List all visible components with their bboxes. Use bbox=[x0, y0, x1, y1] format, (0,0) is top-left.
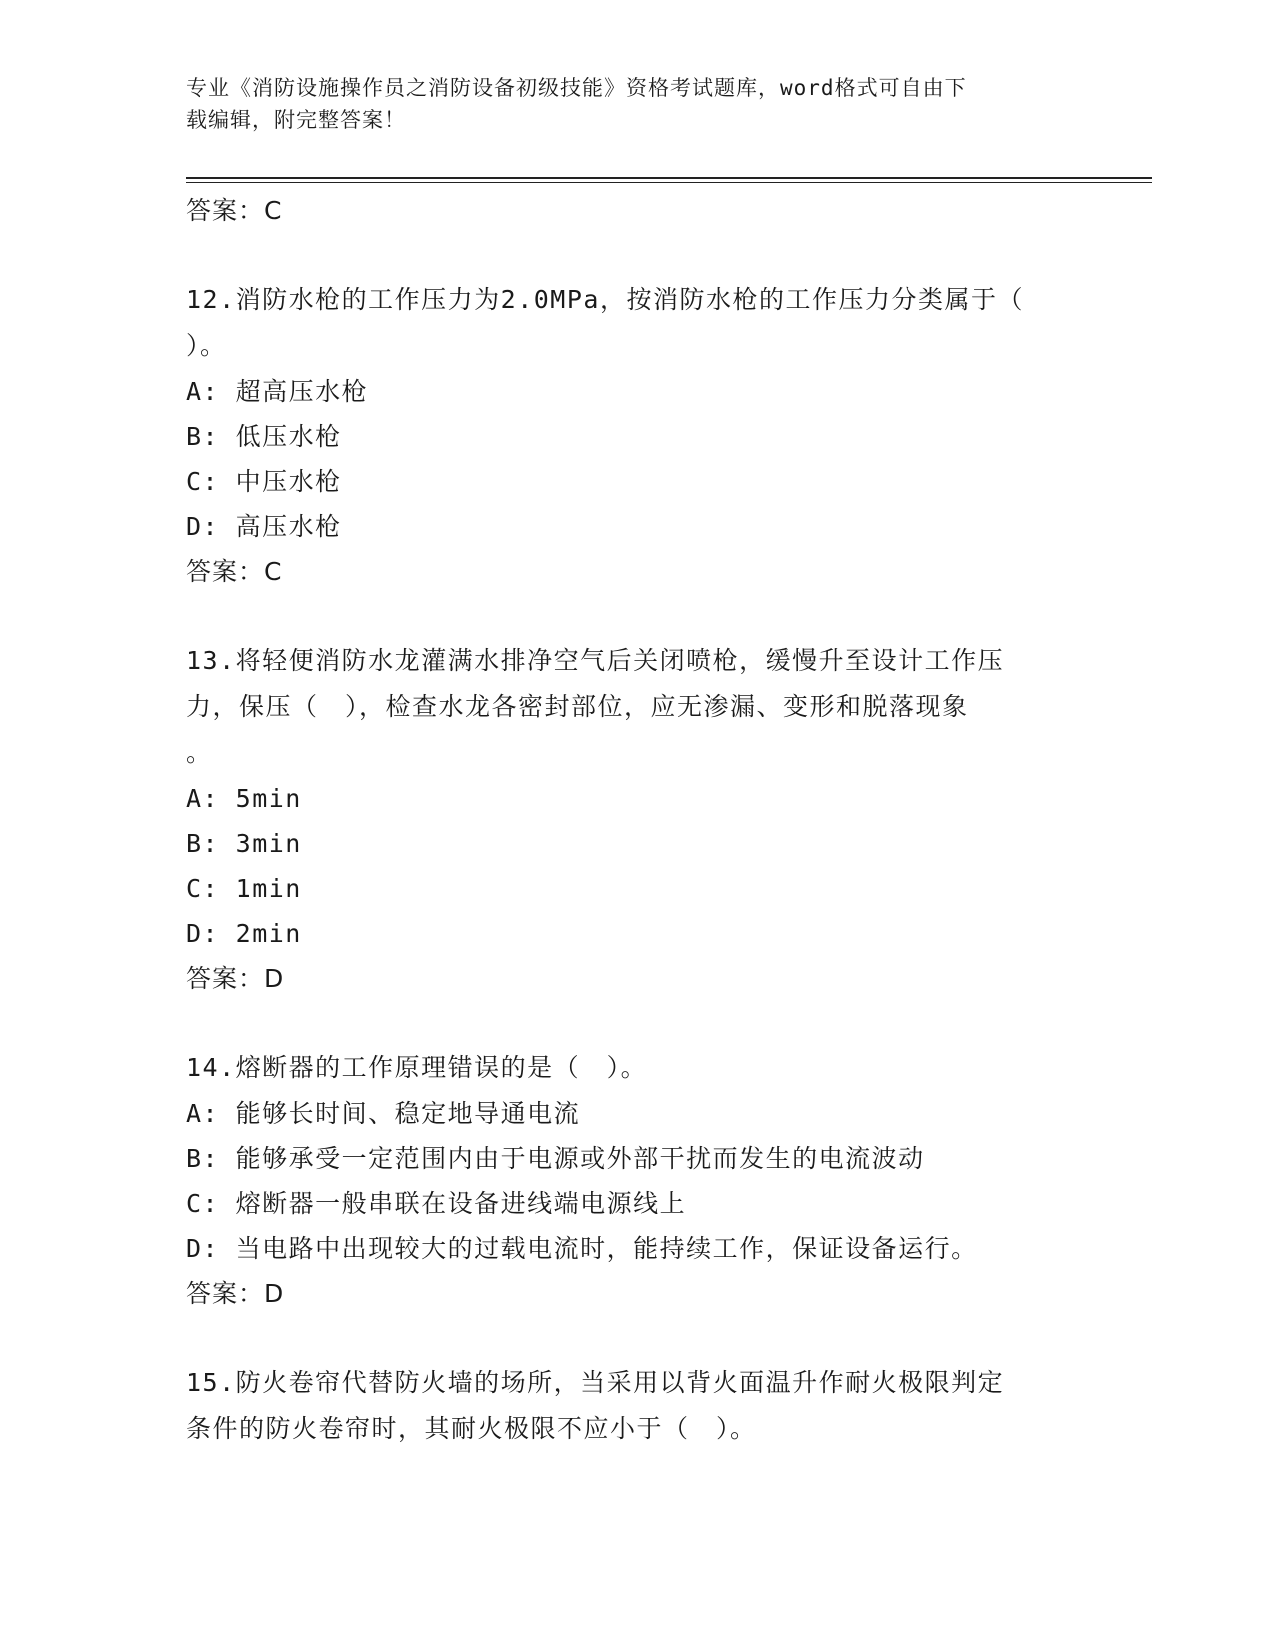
question-text-line: ）。 bbox=[186, 331, 227, 360]
question-text-line: 13.将轻便消防水龙灌满水排净空气后关闭喷枪，缓慢升至设计工作压 bbox=[186, 646, 1005, 675]
question-text-line: 12.消防水枪的工作压力为2.0MPa，按消防水枪的工作压力分类属于（ bbox=[186, 285, 1024, 314]
header-line-1: 专业《消防设施操作员之消防设备初级技能》资格考试题库，word格式可自由下 bbox=[186, 76, 967, 100]
question-14 bbox=[186, 1045, 1086, 1316]
option-a: A: 能够长时间、稳定地导通电流 bbox=[186, 1099, 581, 1128]
question-text-line: 力，保压（ ），检查水龙各密封部位，应无渗漏、变形和脱落现象 bbox=[186, 692, 969, 721]
question-text-line: 15.防火卷帘代替防火墙的场所，当采用以背火面温升作耐火极限判定 bbox=[186, 1368, 1005, 1397]
header-divider-thin bbox=[186, 182, 1152, 183]
option-b: B: 能够承受一定范围内由于电源或外部干扰而发生的电流波动 bbox=[186, 1144, 925, 1173]
answer-line: 答案：C bbox=[186, 557, 283, 586]
option-c: C: 熔断器一般串联在设备进线端电源线上 bbox=[186, 1189, 687, 1218]
option-d: D: 2min bbox=[186, 919, 302, 948]
question-12 bbox=[186, 277, 1086, 594]
option-d: D: 当电路中出现较大的过载电流时，能持续工作，保证设备运行。 bbox=[186, 1234, 978, 1263]
header-line-2: 载编辑，附完整答案！ bbox=[186, 108, 406, 132]
document-header bbox=[186, 72, 1066, 136]
answer-line: 答案：D bbox=[186, 1279, 285, 1308]
option-b: B: 低压水枪 bbox=[186, 422, 342, 451]
question-text bbox=[186, 1045, 1086, 1091]
option-b: B: 3min bbox=[186, 829, 302, 858]
answer-line: 答案：D bbox=[186, 964, 285, 993]
question-text-line: 14.熔断器的工作原理错误的是（ ）。 bbox=[186, 1053, 648, 1082]
question-list bbox=[186, 188, 1086, 1452]
question-13 bbox=[186, 638, 1086, 1001]
question-15 bbox=[186, 1360, 1086, 1452]
question-text bbox=[186, 638, 1086, 776]
option-a: A: 5min bbox=[186, 784, 302, 813]
question-text-line: 。 bbox=[186, 738, 213, 767]
answer-line: 答案：C bbox=[186, 196, 283, 225]
question-text bbox=[186, 1360, 1086, 1452]
option-c: C: 1min bbox=[186, 874, 302, 903]
option-a: A: 超高压水枪 bbox=[186, 377, 369, 406]
option-d: D: 高压水枪 bbox=[186, 512, 342, 541]
question-text-line: 条件的防火卷帘时，其耐火极限不应小于（ ）。 bbox=[186, 1414, 757, 1443]
option-c: C: 中压水枪 bbox=[186, 467, 342, 496]
question-text bbox=[186, 277, 1086, 369]
header-divider bbox=[186, 177, 1152, 179]
